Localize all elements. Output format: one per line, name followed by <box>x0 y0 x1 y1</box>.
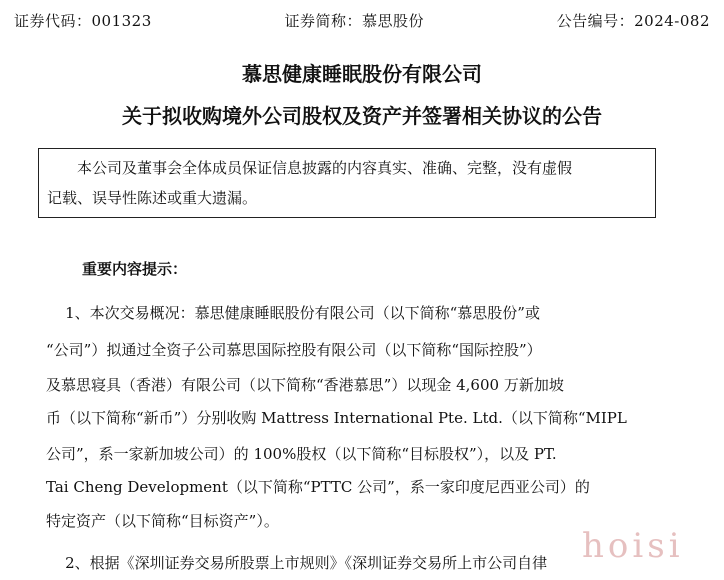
paragraph-1-line-3: 及慕思寝具（香港）有限公司（以下简称“香港慕思”）以现金 4,600 万新加坡 <box>46 376 564 394</box>
paragraph-1-line-7: 特定资产（以下简称“目标资产”）。 <box>46 512 279 530</box>
paragraph-1-line-6: Tai Cheng Development（以下简称“PTTC 公司”，系一家印度尼西亚公司）的 <box>46 478 590 496</box>
paragraph-2-line-1: 2、根据《深圳证券交易所股票上市规则》《深圳证券交易所上市公司自律 <box>46 554 548 572</box>
disclaimer-box <box>38 148 656 218</box>
paragraph-1-line-2: “公司”）拟通过全资子公司慕思国际控股有限公司（以下简称“国际控股”） <box>46 341 542 359</box>
disclaimer-line-2: 记载、误导性陈述或重大遗漏。 <box>47 189 258 207</box>
watermark: hoisi <box>582 526 684 566</box>
disclaimer-line-1: 本公司及董事会全体成员保证信息披露的内容真实、准确、完整，没有虚假 <box>77 159 573 177</box>
section-heading: 重要内容提示： <box>82 260 188 278</box>
document-header <box>14 10 710 31</box>
stock-name: 证券简称：慕思股份 <box>284 12 424 30</box>
announcement-title: 关于拟收购境外公司股权及资产并签署相关协议的公告 <box>122 104 602 128</box>
notice-number: 公告编号：2024-082 <box>556 12 710 30</box>
paragraph-1-line-5: 公司”，系一家新加坡公司）的 100%股权（以下简称“目标股权”），以及 PT. <box>46 445 557 463</box>
paragraph-1-line-1: 1、本次交易概况：慕思健康睡眠股份有限公司（以下简称“慕思股份”或 <box>46 304 540 322</box>
paragraph-1-line-4: 币（以下简称“新币”）分别收购 Mattress International Pte. Ltd.（以下简称“MIPL <box>46 409 627 427</box>
stock-code: 证券代码：001323 <box>14 12 152 30</box>
company-title: 慕思健康睡眠股份有限公司 <box>242 62 482 86</box>
